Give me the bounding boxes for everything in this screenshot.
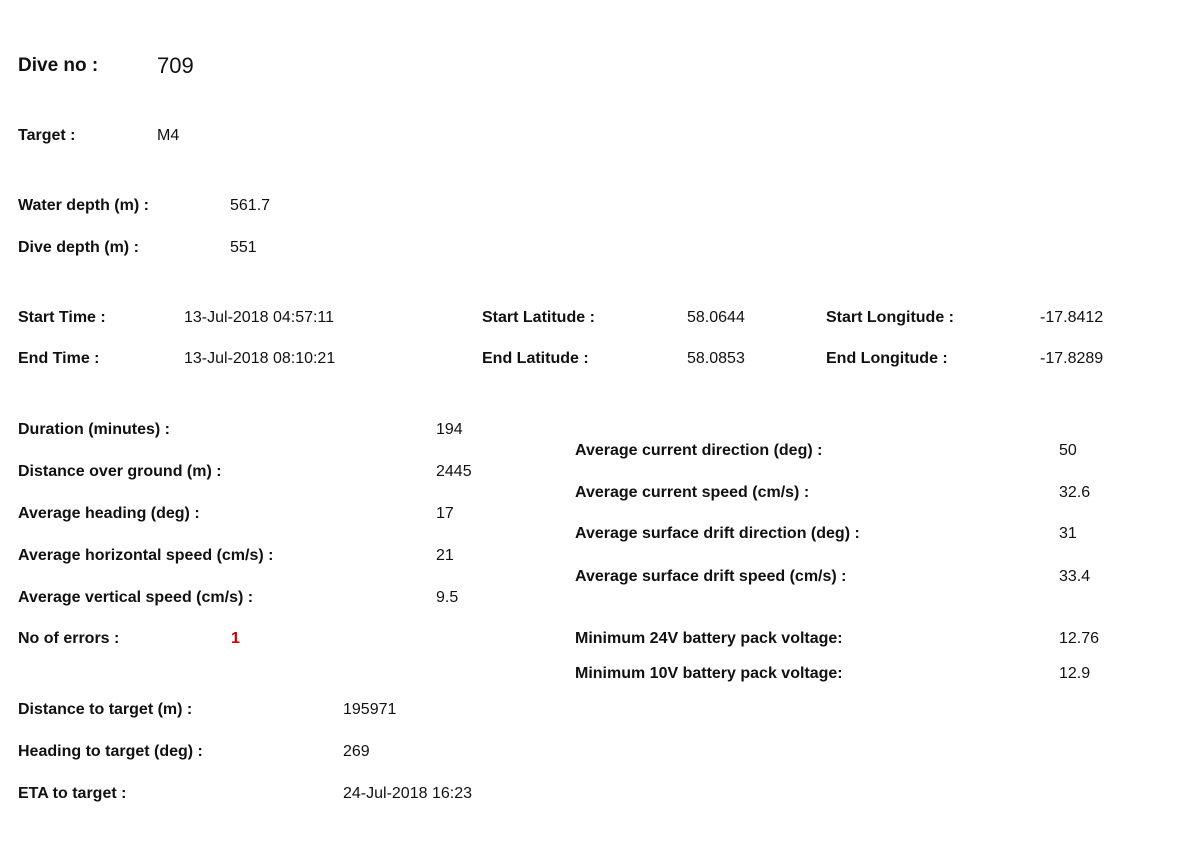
average-vertical-speed-value: 9.5 (436, 589, 459, 606)
duration-label: Duration (minutes) : (18, 421, 170, 438)
distance-to-target-label: Distance to target (m) : (18, 701, 193, 718)
average-vertical-speed-label: Average vertical speed (cm/s) : (18, 589, 254, 606)
battery-10v-label: Minimum 10V battery pack voltage: (575, 665, 843, 682)
end-longitude-label: End Longitude : (826, 350, 948, 367)
distance-over-ground-value: 2445 (436, 463, 472, 480)
average-current-speed-label: Average current speed (cm/s) : (575, 484, 810, 501)
end-latitude-value: 58.0853 (687, 350, 745, 367)
distance-to-target-value: 195971 (343, 701, 397, 718)
water-depth-label: Water depth (m) : (18, 197, 149, 214)
end-time-value: 13-Jul-2018 08:10:21 (184, 350, 336, 367)
dive-no-label: Dive no : (18, 55, 99, 76)
average-surface-drift-direction-value: 31 (1059, 525, 1077, 542)
distance-over-ground-label: Distance over ground (m) : (18, 463, 222, 480)
start-latitude-value: 58.0644 (687, 309, 745, 326)
battery-10v-value: 12.9 (1059, 665, 1091, 682)
average-horizontal-speed-label: Average horizontal speed (cm/s) : (18, 547, 274, 564)
start-longitude-value: -17.8412 (1040, 309, 1104, 326)
heading-to-target-value: 269 (343, 743, 370, 760)
battery-24v-value: 12.76 (1059, 630, 1100, 647)
target-value: M4 (157, 127, 180, 144)
end-time-label: End Time : (18, 350, 100, 367)
dive-depth-value: 551 (230, 239, 257, 256)
dive-depth-label: Dive depth (m) : (18, 239, 139, 256)
average-heading-value: 17 (436, 505, 454, 522)
end-longitude-value: -17.8289 (1040, 350, 1104, 367)
eta-to-target-label: ETA to target : (18, 785, 127, 802)
end-latitude-label: End Latitude : (482, 350, 589, 367)
average-surface-drift-speed-label: Average surface drift speed (cm/s) : (575, 568, 847, 585)
water-depth-value: 561.7 (230, 197, 271, 214)
dive-no-value: 709 (157, 53, 194, 78)
errors-label: No of errors : (18, 630, 120, 647)
errors-value: 1 (231, 630, 240, 647)
average-horizontal-speed-value: 21 (436, 547, 454, 564)
heading-to-target-label: Heading to target (deg) : (18, 743, 203, 760)
average-heading-label: Average heading (deg) : (18, 505, 200, 522)
duration-value: 194 (436, 421, 463, 438)
average-current-direction-label: Average current direction (deg) : (575, 442, 823, 459)
start-time-label: Start Time : (18, 309, 106, 326)
battery-24v-label: Minimum 24V battery pack voltage: (575, 630, 843, 647)
average-surface-drift-direction-label: Average surface drift direction (deg) : (575, 525, 860, 542)
target-label: Target : (18, 127, 76, 144)
start-time-value: 13-Jul-2018 04:57:11 (184, 309, 335, 326)
average-current-speed-value: 32.6 (1059, 484, 1091, 501)
start-longitude-label: Start Longitude : (826, 309, 954, 326)
average-surface-drift-speed-value: 33.4 (1059, 568, 1091, 585)
start-latitude-label: Start Latitude : (482, 309, 595, 326)
eta-to-target-value: 24-Jul-2018 16:23 (343, 785, 472, 802)
average-current-direction-value: 50 (1059, 442, 1077, 459)
